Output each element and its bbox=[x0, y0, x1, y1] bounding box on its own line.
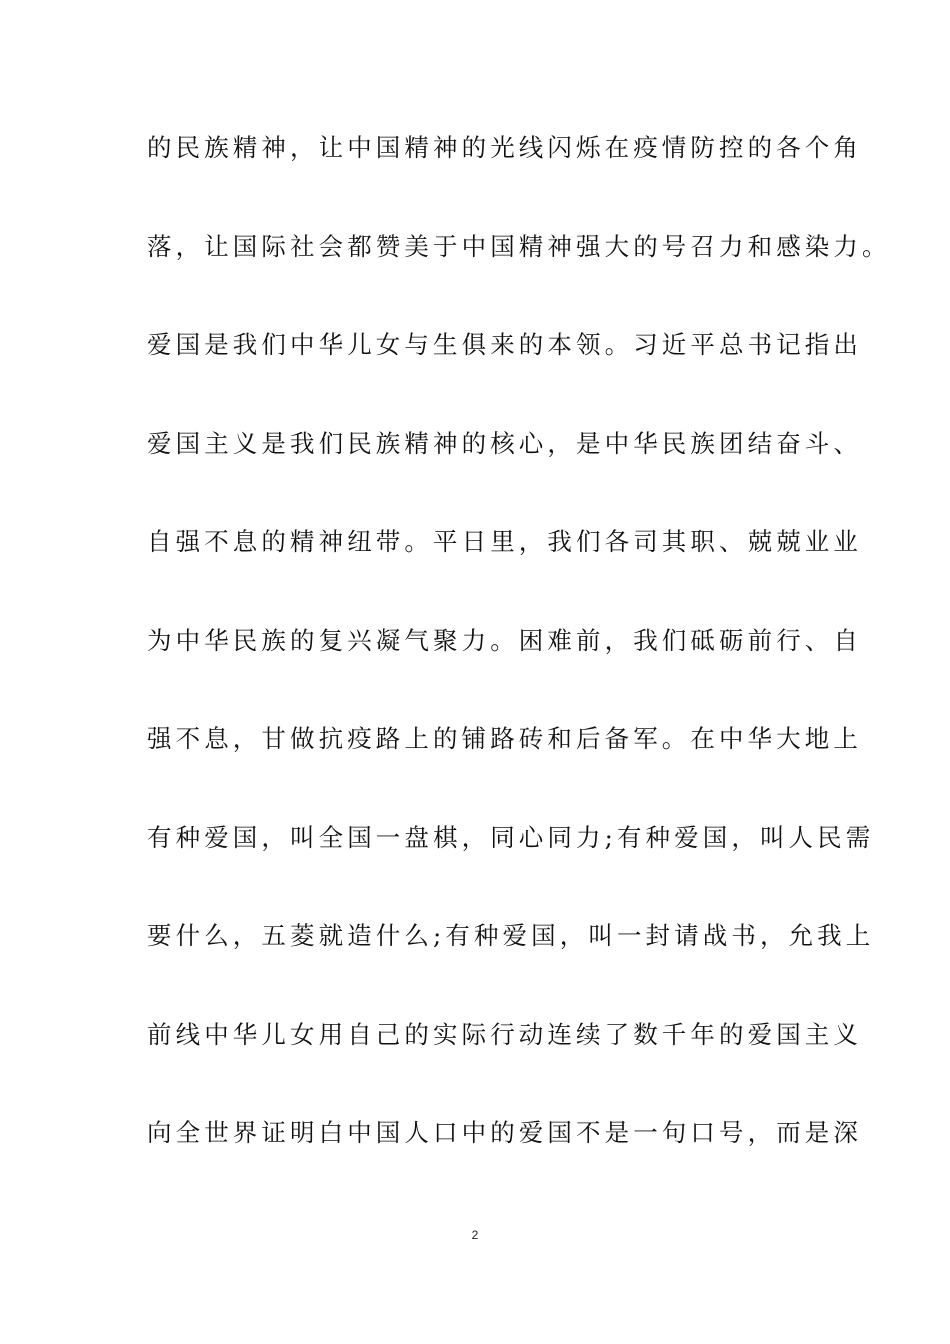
text-line-3: 爱国是我们中华儿女与生俱来的本领。习近平总书记指出 bbox=[147, 330, 862, 359]
text-line-10: 前线中华儿女用自己的实际行动连续了数千年的爱国主义 bbox=[147, 1019, 862, 1049]
text-line-5: 自强不息的精神纽带。平日里，我们各司其职、兢兢业业 bbox=[147, 527, 862, 556]
page-number: 2 bbox=[471, 1228, 479, 1242]
body-text bbox=[147, 128, 891, 1212]
text-line-7: 强不息，甘做抗疫路上的铺路砖和后备军。在中华大地上 bbox=[147, 724, 862, 753]
text-line-1: 的民族精神，让中国精神的光线闪烁在疫情防控的各个角 bbox=[147, 133, 862, 162]
text-line-11: 向全世界证明白中国人口中的爱国不是一句口号，而是深 bbox=[147, 1118, 862, 1147]
text-line-4: 爱国主义是我们民族精神的核心，是中华民族团结奋斗、 bbox=[147, 428, 862, 458]
text-line-9: 要什么，五菱就造什么;有种爱国，叫一封请战书，允我上 bbox=[147, 921, 875, 950]
text-line-2: 落，让国际社会都赞美于中国精神强大的号召力和感染力。 bbox=[147, 231, 891, 261]
text-line-8: 有种爱国，叫全国一盘棋，同心同力;有种爱国，叫人民需 bbox=[147, 822, 875, 852]
text-line-6: 为中华民族的复兴凝气聚力。困难前，我们砥砺前行、自 bbox=[147, 625, 862, 655]
